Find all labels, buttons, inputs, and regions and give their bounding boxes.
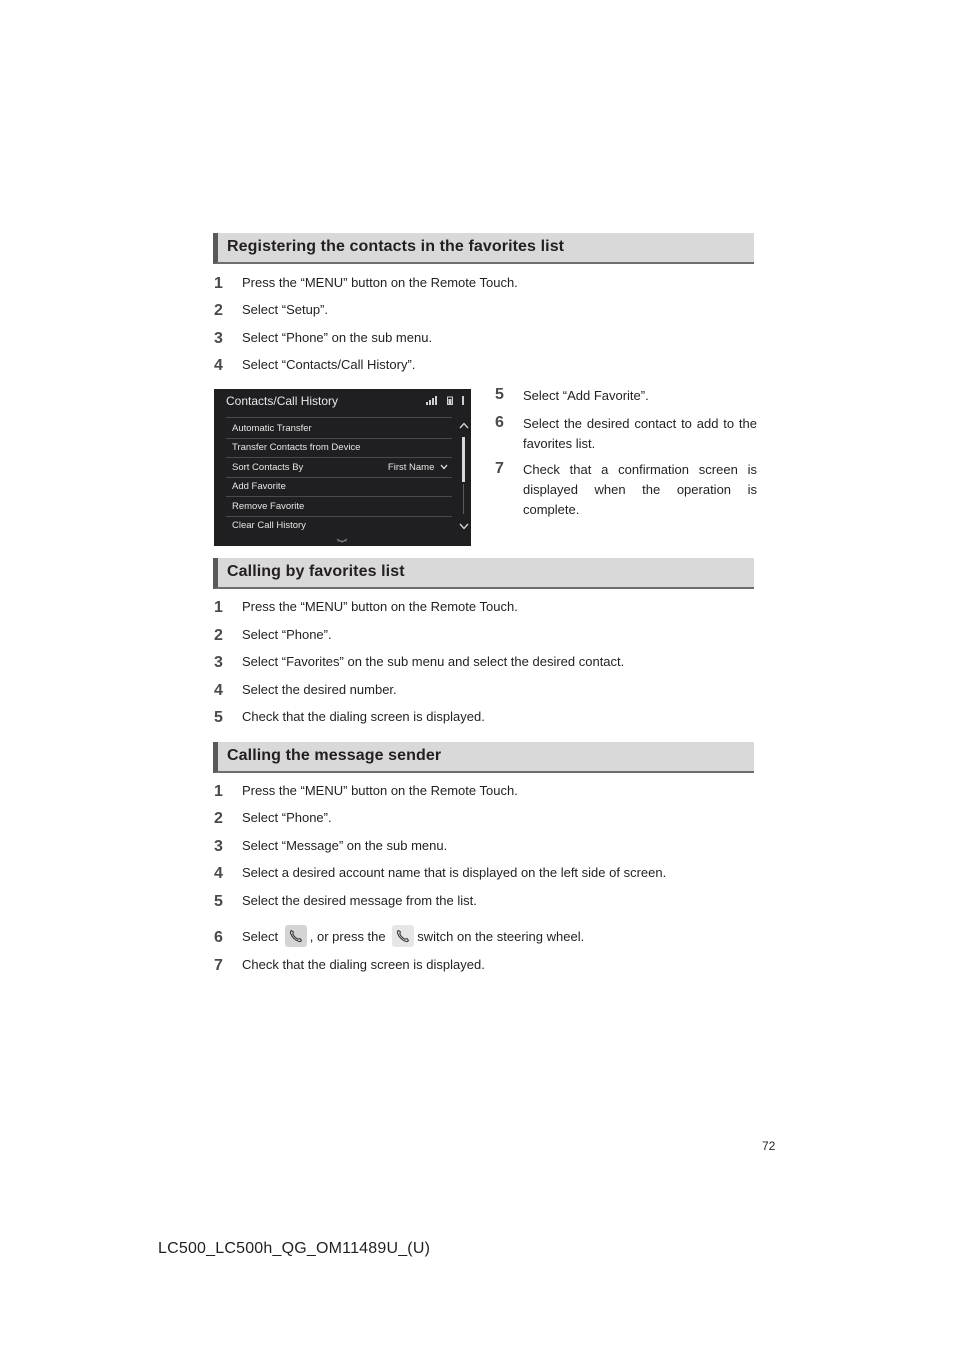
step-number: 1 xyxy=(214,599,223,616)
step-text: Select “Add Favorite”. xyxy=(523,388,649,403)
step-item xyxy=(214,956,485,975)
step-item xyxy=(214,301,328,320)
menu-item-clear-call-history[interactable] xyxy=(226,517,452,536)
step-number: 5 xyxy=(495,386,504,403)
step-text: Select the desired contact to add to the favorites list. xyxy=(523,416,757,451)
chevron-down-icon xyxy=(440,464,448,470)
step-number: 4 xyxy=(214,682,223,699)
phone-icon xyxy=(285,925,307,947)
step-item xyxy=(214,274,518,293)
step-item xyxy=(214,356,415,375)
step-item xyxy=(214,864,666,883)
title-divider xyxy=(226,417,452,418)
step-text: Select “Favorites” on the sub menu and select the desired contact. xyxy=(242,654,625,669)
page-number: 72 xyxy=(762,1139,776,1153)
menu-item-label: Remove Favorite xyxy=(232,501,305,512)
battery-icon xyxy=(447,396,453,405)
step-number: 2 xyxy=(214,302,223,319)
menu-item-remove-favorite[interactable] xyxy=(226,498,452,517)
step-text: Check that the dialing screen is displayed. xyxy=(242,709,485,724)
step-item xyxy=(495,386,757,406)
signal-icon xyxy=(426,396,438,405)
step-item xyxy=(214,681,397,700)
step-text: Press the “MENU” button on the Remote Touch. xyxy=(242,599,518,614)
step-item xyxy=(214,598,518,617)
step-number: 7 xyxy=(495,460,504,477)
step-text: Select a desired account name that is displayed on the left side of screen. xyxy=(242,865,667,880)
menu-item-automatic-transfer[interactable] xyxy=(226,420,452,439)
step-text: Select “Message” on the sub menu. xyxy=(242,838,448,853)
step-text: Press the “MENU” button on the Remote Touch. xyxy=(242,275,518,290)
menu-item-add-favorite[interactable] xyxy=(226,478,452,497)
step-text: Select the desired number. xyxy=(242,682,397,697)
sort-value: First Name xyxy=(388,462,448,473)
step-text: Select the desired message from the list. xyxy=(242,893,477,908)
step-number: 5 xyxy=(214,893,223,910)
step-item xyxy=(214,708,485,727)
expand-down-icon[interactable] xyxy=(336,538,348,544)
step-number: 6 xyxy=(495,414,504,431)
menu-item-label: Clear Call History xyxy=(232,520,306,531)
section-header-calling-sender xyxy=(213,742,754,773)
menu-item-label: Sort Contacts By xyxy=(232,462,304,473)
step-number: 2 xyxy=(214,627,223,644)
bluetooth-icon xyxy=(461,396,465,405)
screen-title: Contacts/Call History xyxy=(226,394,339,408)
section-header-registering xyxy=(213,233,754,264)
step-item xyxy=(214,837,447,856)
step-text: , or press the xyxy=(309,929,386,944)
step-text: Check that a confirmation screen is displayed when the operation is complete. xyxy=(523,462,757,517)
menu-item-label: Add Favorite xyxy=(232,481,286,492)
menu-item-transfer-contacts[interactable] xyxy=(226,439,452,458)
step-number: 3 xyxy=(214,838,223,855)
step-number: 3 xyxy=(214,654,223,671)
section-header-calling-favorites xyxy=(213,558,754,589)
scrollbar-thumb[interactable] xyxy=(462,437,465,482)
section-title: Registering the contacts in the favorites list xyxy=(227,238,565,255)
step-number: 4 xyxy=(214,865,223,882)
scroll-up-icon[interactable] xyxy=(459,422,469,429)
step-number: 3 xyxy=(214,330,223,347)
step-item xyxy=(495,414,757,454)
step-text: Select “Phone”. xyxy=(242,627,332,642)
step-text: Press the “MENU” button on the Remote Touch. xyxy=(242,783,518,798)
section-title: Calling by favorites list xyxy=(227,563,405,580)
menu-item-label: Transfer Contacts from Device xyxy=(232,442,361,453)
section-title: Calling the message sender xyxy=(227,747,442,764)
step-number: 7 xyxy=(214,957,223,974)
step-number: 2 xyxy=(214,810,223,827)
step-item xyxy=(214,782,518,801)
step-item xyxy=(214,809,332,828)
step-item xyxy=(214,329,432,348)
step-item xyxy=(495,460,757,520)
step-number: 5 xyxy=(214,709,223,726)
step-text: Select “Contacts/Call History”. xyxy=(242,357,416,372)
step-text: Select xyxy=(242,929,279,944)
step-text: Select “Setup”. xyxy=(242,302,328,317)
step-item xyxy=(214,626,332,645)
document-code: LC500_LC500h_QG_OM11489U_(U) xyxy=(158,1240,431,1257)
step-text: Check that the dialing screen is displayed. xyxy=(242,957,485,972)
step-item xyxy=(214,925,584,947)
phone-icon xyxy=(392,925,414,947)
step-item xyxy=(214,892,477,911)
menu-item-sort-contacts[interactable] xyxy=(226,459,452,478)
scrollbar-track xyxy=(463,484,464,514)
step-item xyxy=(214,653,624,672)
contacts-call-history-screen xyxy=(214,389,471,546)
step-text: Select “Phone” on the sub menu. xyxy=(242,330,433,345)
status-bar xyxy=(426,396,465,414)
menu-item-label: Automatic Transfer xyxy=(232,423,312,434)
step-text: switch on the steering wheel. xyxy=(417,929,585,944)
step-text: Select “Phone”. xyxy=(242,810,332,825)
step-number: 6 xyxy=(214,929,223,946)
scroll-down-icon[interactable] xyxy=(459,523,469,530)
step-number: 1 xyxy=(214,275,223,292)
step-number: 4 xyxy=(214,357,223,374)
step-number: 1 xyxy=(214,783,223,800)
